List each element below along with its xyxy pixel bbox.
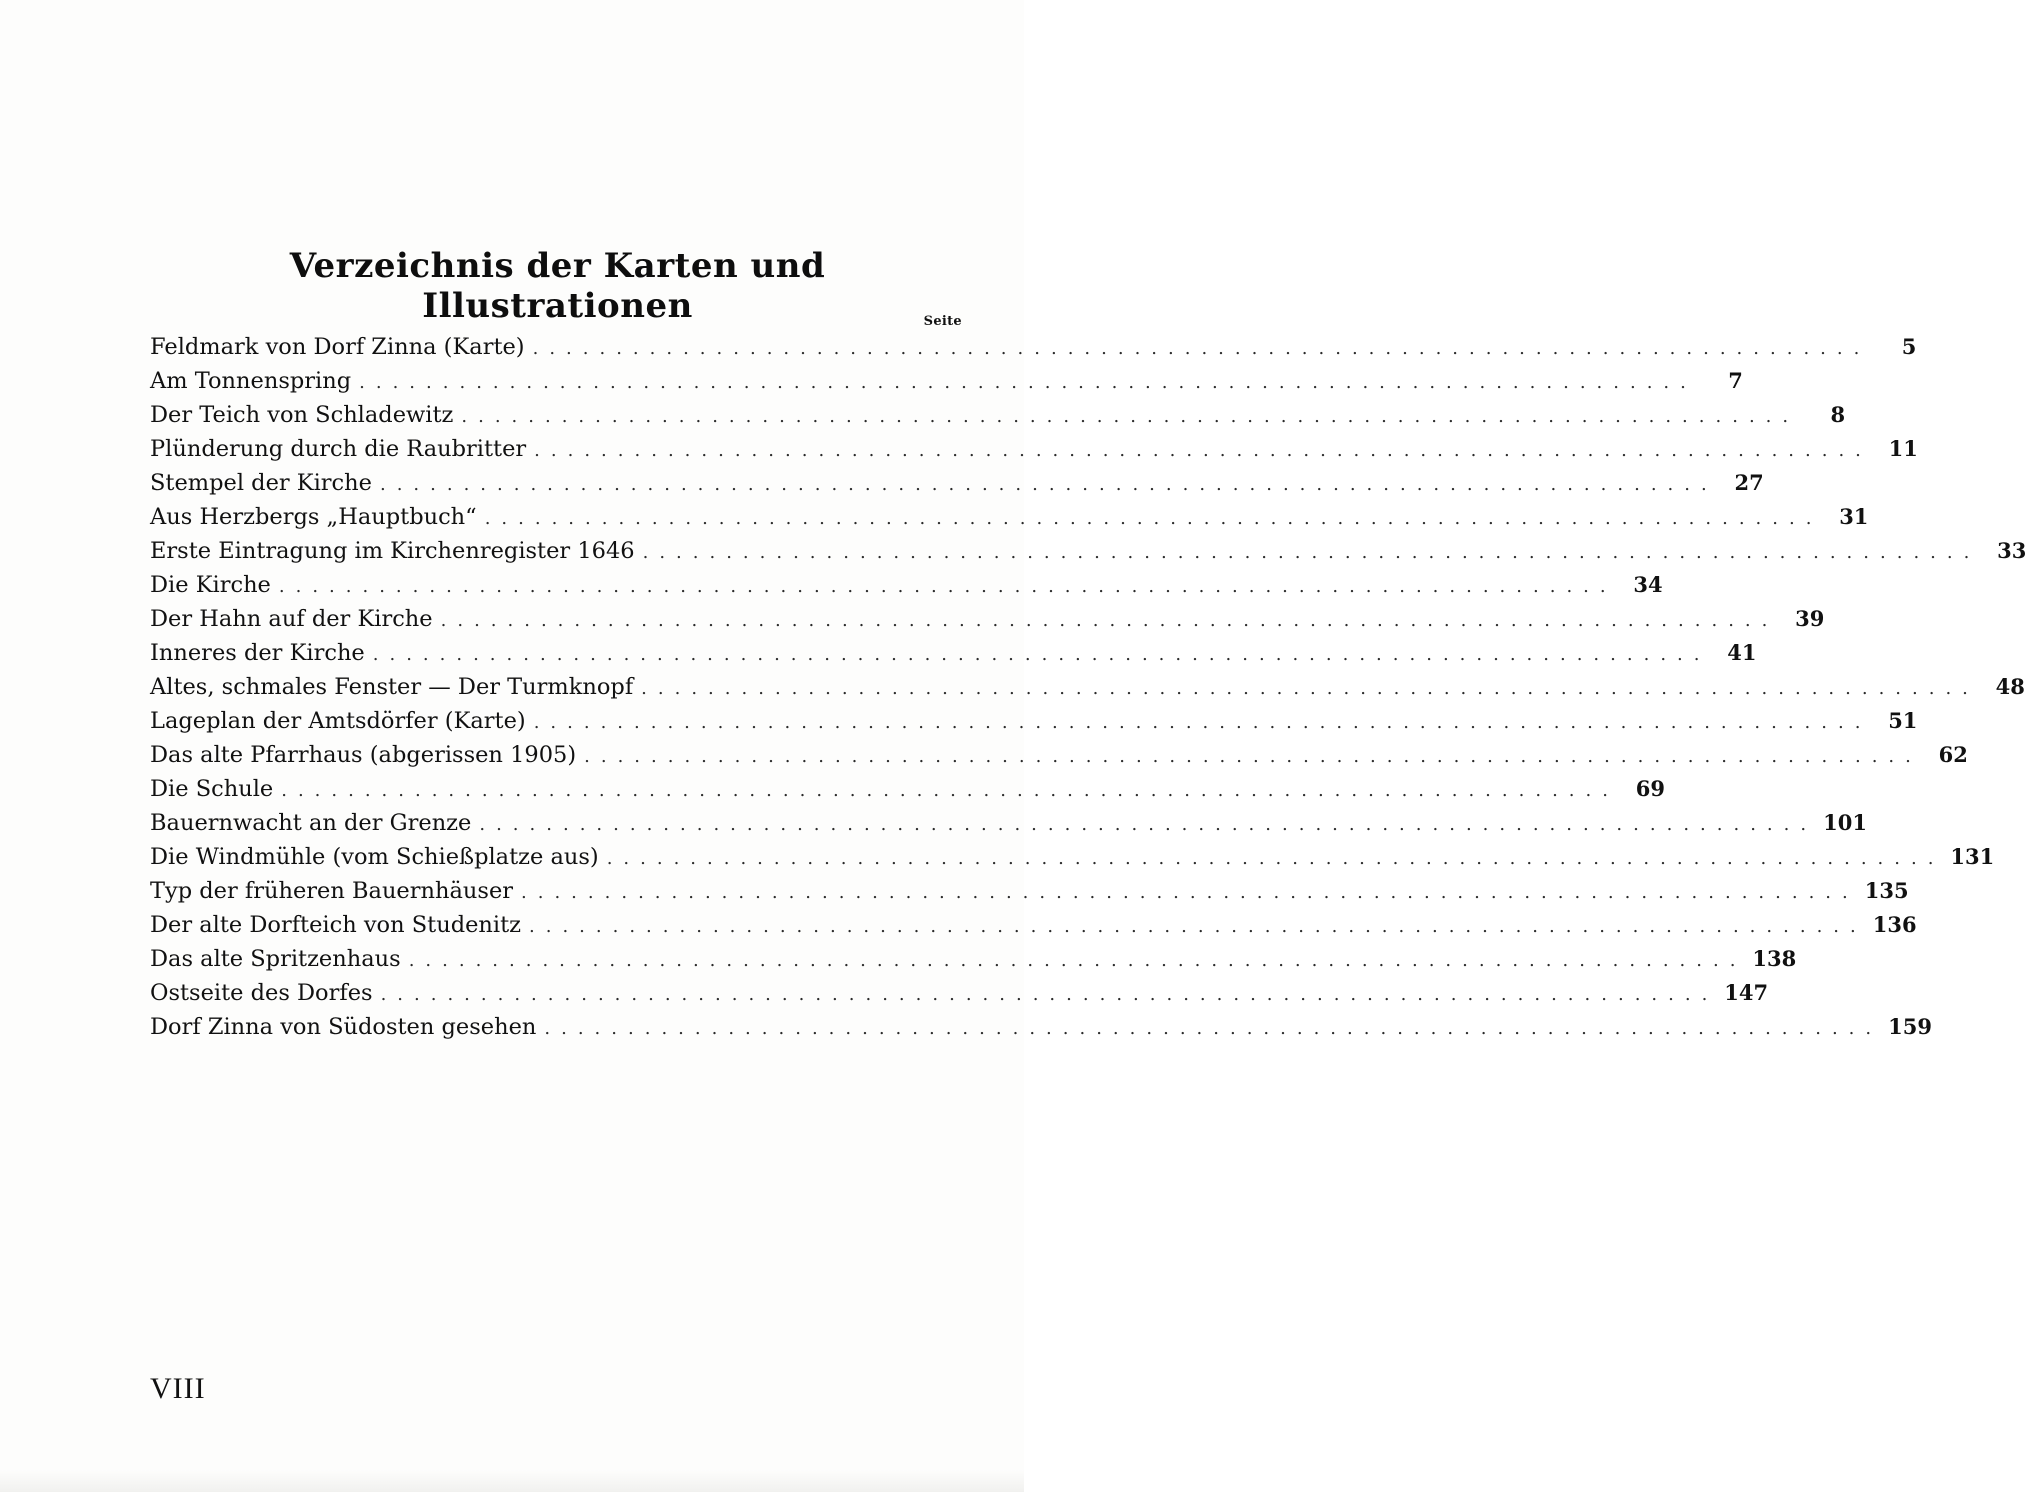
dot-leader: ................................................................................ bbox=[461, 406, 1800, 427]
dot-leader: ................................................................................ bbox=[641, 678, 1979, 699]
list-item bbox=[150, 364, 1743, 398]
dot-leader: ................................................................................ bbox=[584, 746, 1922, 767]
list-item bbox=[150, 772, 1665, 806]
entry-title: Die Windmühle (vom Schießplatze aus) bbox=[150, 844, 599, 870]
dot-leader: ................................................................................ bbox=[380, 984, 1719, 1005]
list-item bbox=[150, 704, 1918, 738]
entry-page-number: 159 bbox=[1888, 1014, 1932, 1039]
entry-page-number: 138 bbox=[1752, 946, 1797, 971]
dot-leader: ................................................................................ bbox=[532, 338, 1871, 359]
entry-title: Das alte Spritzenhaus bbox=[150, 946, 401, 972]
entry-page-number: 147 bbox=[1724, 980, 1769, 1005]
dot-leader: ................................................................................ bbox=[642, 542, 1981, 563]
entry-page-number: 101 bbox=[1823, 810, 1867, 835]
entry-page-number: 27 bbox=[1734, 470, 1764, 495]
entry-title: Ostseite des Dorfes bbox=[150, 980, 373, 1006]
dot-leader: ................................................................................ bbox=[440, 610, 1779, 631]
dot-leader: ................................................................................ bbox=[359, 372, 1697, 393]
list-item bbox=[150, 568, 1663, 602]
entry-title: Die Schule bbox=[150, 776, 274, 802]
list-item bbox=[150, 398, 1846, 432]
entry-title: Das alte Pfarrhaus (abgerissen 1905) bbox=[150, 742, 577, 768]
dot-leader: ................................................................................ bbox=[379, 474, 1718, 495]
dot-leader: ................................................................................ bbox=[278, 576, 1617, 597]
list-item bbox=[150, 840, 1995, 874]
list-item bbox=[150, 602, 1825, 636]
entry-page-number: 39 bbox=[1795, 606, 1825, 631]
list-item bbox=[150, 534, 2026, 568]
dot-leader: ................................................................................ bbox=[534, 440, 1872, 461]
entry-page-number: 5 bbox=[1901, 334, 1917, 359]
entry-title: Plünderung durch die Raubritter bbox=[150, 436, 527, 462]
entry-title: Stempel der Kirche bbox=[150, 470, 372, 496]
entry-page-number: 34 bbox=[1633, 572, 1663, 597]
list-item bbox=[150, 1010, 1932, 1044]
dot-leader: ................................................................................ bbox=[479, 814, 1818, 835]
page-number-folio: VIII bbox=[150, 1372, 206, 1405]
entry-title: Erste Eintragung im Kirchenregister 1646 bbox=[150, 538, 635, 564]
entry-page-number: 7 bbox=[1728, 368, 1743, 393]
page-title: Verzeichnis der Karten und Illustrationen bbox=[289, 246, 826, 326]
entry-page-number: 69 bbox=[1635, 776, 1665, 801]
entry-title: Lageplan der Amtsdörfer (Karte) bbox=[150, 708, 526, 734]
list-item bbox=[150, 942, 1797, 976]
entry-page-number: 135 bbox=[1864, 878, 1909, 903]
dot-leader: ................................................................................ bbox=[408, 950, 1747, 971]
dot-leader: ................................................................................ bbox=[281, 780, 1619, 801]
entry-title: Die Kirche bbox=[150, 572, 271, 598]
entry-page-number: 51 bbox=[1888, 708, 1918, 733]
dot-leader: ................................................................................ bbox=[521, 882, 1859, 903]
list-item bbox=[150, 738, 1968, 772]
entry-page-number: 11 bbox=[1888, 436, 1918, 461]
entry-page-number: 48 bbox=[1995, 674, 2025, 699]
list-item bbox=[150, 466, 1764, 500]
dot-leader: ................................................................................ bbox=[533, 712, 1872, 733]
entry-title: Der alte Dorfteich von Studenitz bbox=[150, 912, 521, 938]
entry-title: Inneres der Kirche bbox=[150, 640, 365, 666]
list-item bbox=[150, 806, 1867, 840]
entry-title: Der Hahn auf der Kirche bbox=[150, 606, 433, 632]
list-item bbox=[150, 432, 1918, 466]
list-item bbox=[150, 908, 1917, 942]
entry-page-number: 8 bbox=[1830, 402, 1846, 427]
dot-leader: ................................................................................ bbox=[372, 644, 1711, 665]
illustration-list bbox=[150, 330, 2026, 1044]
dot-leader: ................................................................................ bbox=[606, 848, 1945, 869]
scan-edge bbox=[0, 1470, 1024, 1492]
entry-title: Altes, schmales Fenster — Der Turmknopf bbox=[150, 674, 634, 700]
dot-leader: ................................................................................ bbox=[544, 1018, 1883, 1039]
list-item bbox=[150, 976, 1769, 1010]
entry-page-number: 136 bbox=[1872, 912, 1917, 937]
list-item bbox=[150, 500, 1869, 534]
entry-page-number: 41 bbox=[1727, 640, 1757, 665]
entry-title: Feldmark von Dorf Zinna (Karte) bbox=[150, 334, 525, 360]
entry-title: Der Teich von Schladewitz bbox=[150, 402, 454, 428]
list-item bbox=[150, 330, 1917, 364]
dot-leader: ................................................................................ bbox=[529, 916, 1867, 937]
entry-page-number: 62 bbox=[1938, 742, 1968, 767]
entry-title: Dorf Zinna von Südosten gesehen bbox=[150, 1014, 537, 1040]
entry-page-number: 31 bbox=[1839, 504, 1869, 529]
page-column-header: Seite bbox=[923, 314, 962, 329]
dot-leader: ................................................................................ bbox=[484, 508, 1823, 529]
entry-title: Bauernwacht an der Grenze bbox=[150, 810, 472, 836]
list-item bbox=[150, 670, 2025, 704]
entry-title: Aus Herzbergs „Hauptbuch“ bbox=[150, 504, 477, 530]
entry-page-number: 131 bbox=[1950, 844, 1995, 869]
entry-page-number: 33 bbox=[1997, 538, 2026, 563]
list-item bbox=[150, 874, 1909, 908]
entry-title: Typ der früheren Bauernhäuser bbox=[150, 878, 514, 904]
list-item bbox=[150, 636, 1757, 670]
entry-title: Am Tonnenspring bbox=[150, 368, 352, 394]
